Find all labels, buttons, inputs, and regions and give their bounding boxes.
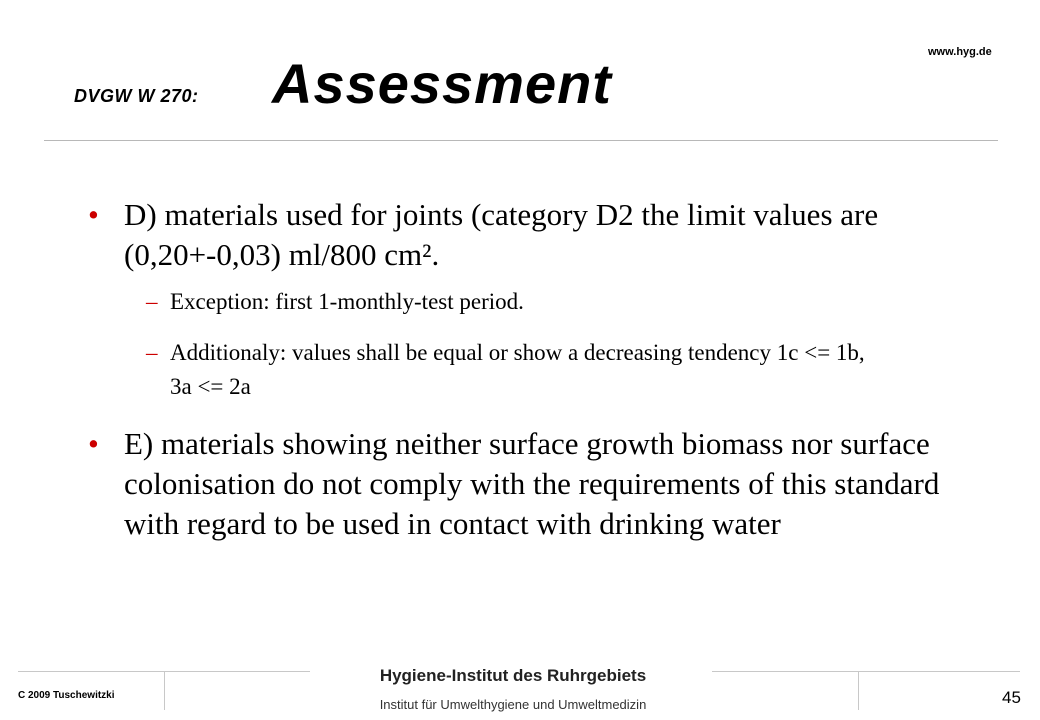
bullet-icon: • (88, 197, 99, 232)
slide-title: Assessment (272, 52, 612, 115)
bullet-item-d: D) materials used for joints (category D2 the limit values are (0,20+-0,03) ml/800 cm². (124, 197, 879, 272)
dash-icon: – (146, 340, 158, 365)
footer-divider-left (164, 672, 165, 710)
footer-divider-right (858, 672, 859, 710)
subitem-exception: Exception: first 1-monthly-test period. (170, 289, 524, 314)
website-url: www.hyg.de (928, 46, 992, 58)
copyright-text: C 2009 Tuschewitzki (18, 690, 115, 701)
bullet-item-e: E) materials showing neither surface growth biomass nor surface colonisation do not comply with the requirements of this standard with regard to be used in contact with drinking water (124, 426, 940, 541)
page-number: 45 (1002, 688, 1021, 707)
dash-icon: – (146, 289, 158, 314)
title-prefix: DVGW W 270: (74, 86, 199, 106)
subitem-additionaly: Additionaly: values shall be equal or show a decreasing tendency 1c <= 1b, 3a <= 2a (170, 340, 865, 399)
footer-rule-right (712, 671, 1020, 672)
bullet-icon: • (88, 426, 99, 461)
institute-subtitle: Institut für Umwelthygiene und Umweltmedizin (379, 697, 647, 712)
title-divider (44, 140, 998, 141)
institute-name: Hygiene-Institut des Ruhrgebiets (379, 666, 647, 685)
